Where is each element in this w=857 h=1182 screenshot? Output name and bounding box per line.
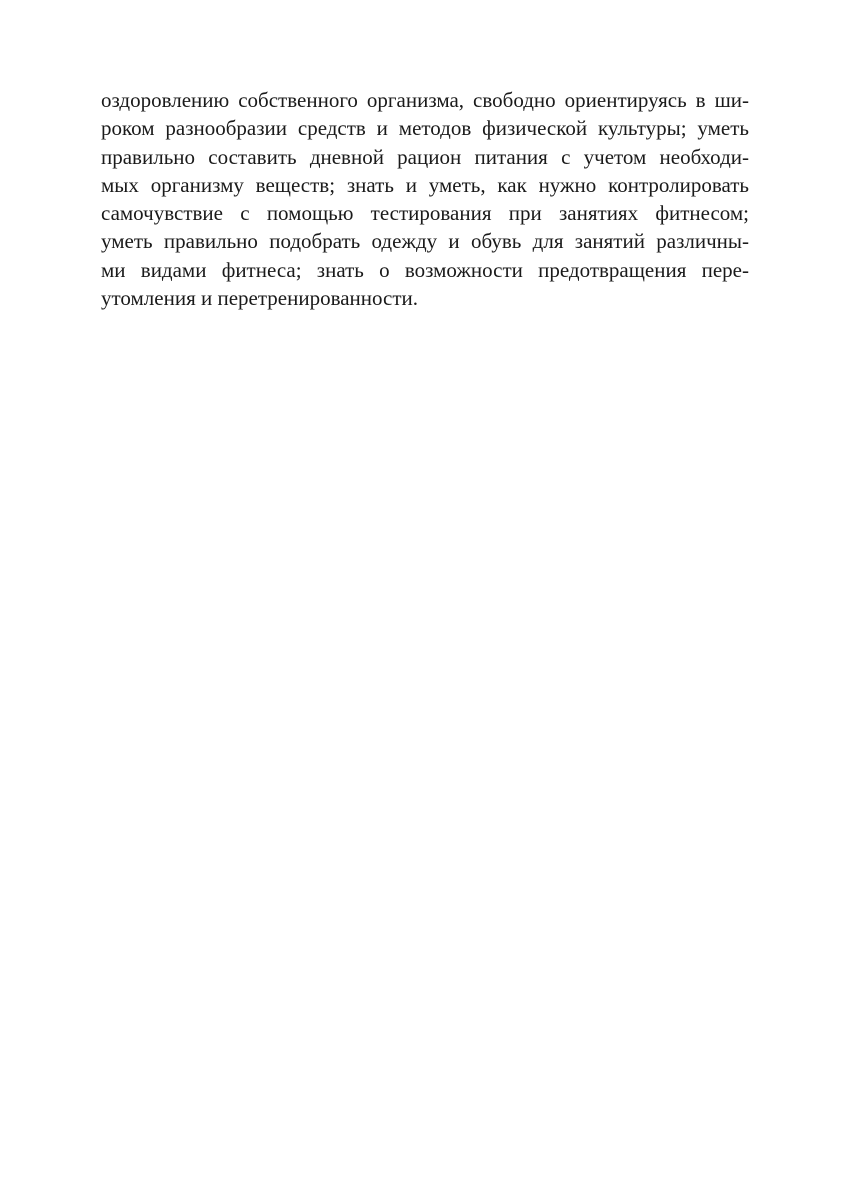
text-line: самочувствие с помощью тестирования при занятиях фитнесом; [101,201,749,226]
body-paragraph [101,86,749,312]
text-line: мых организму веществ; знать и уметь, как нужно контролировать [101,172,749,197]
text-line: правильно составить дневной рацион питания с учетом необходи- [101,144,749,169]
text-line: ми видами фитнеса; знать о возможности предотвращения пере- [101,257,749,282]
text-line: оздоровлению собственного организма, свободно ориентируясь в ши- [101,88,749,112]
text-line: роком разнообразии средств и методов физической культуры; уметь [101,116,749,141]
text-line: утомления и перетренированности. [101,286,419,311]
text-line: уметь правильно подобрать одежду и обувь для занятий различны- [101,229,749,254]
